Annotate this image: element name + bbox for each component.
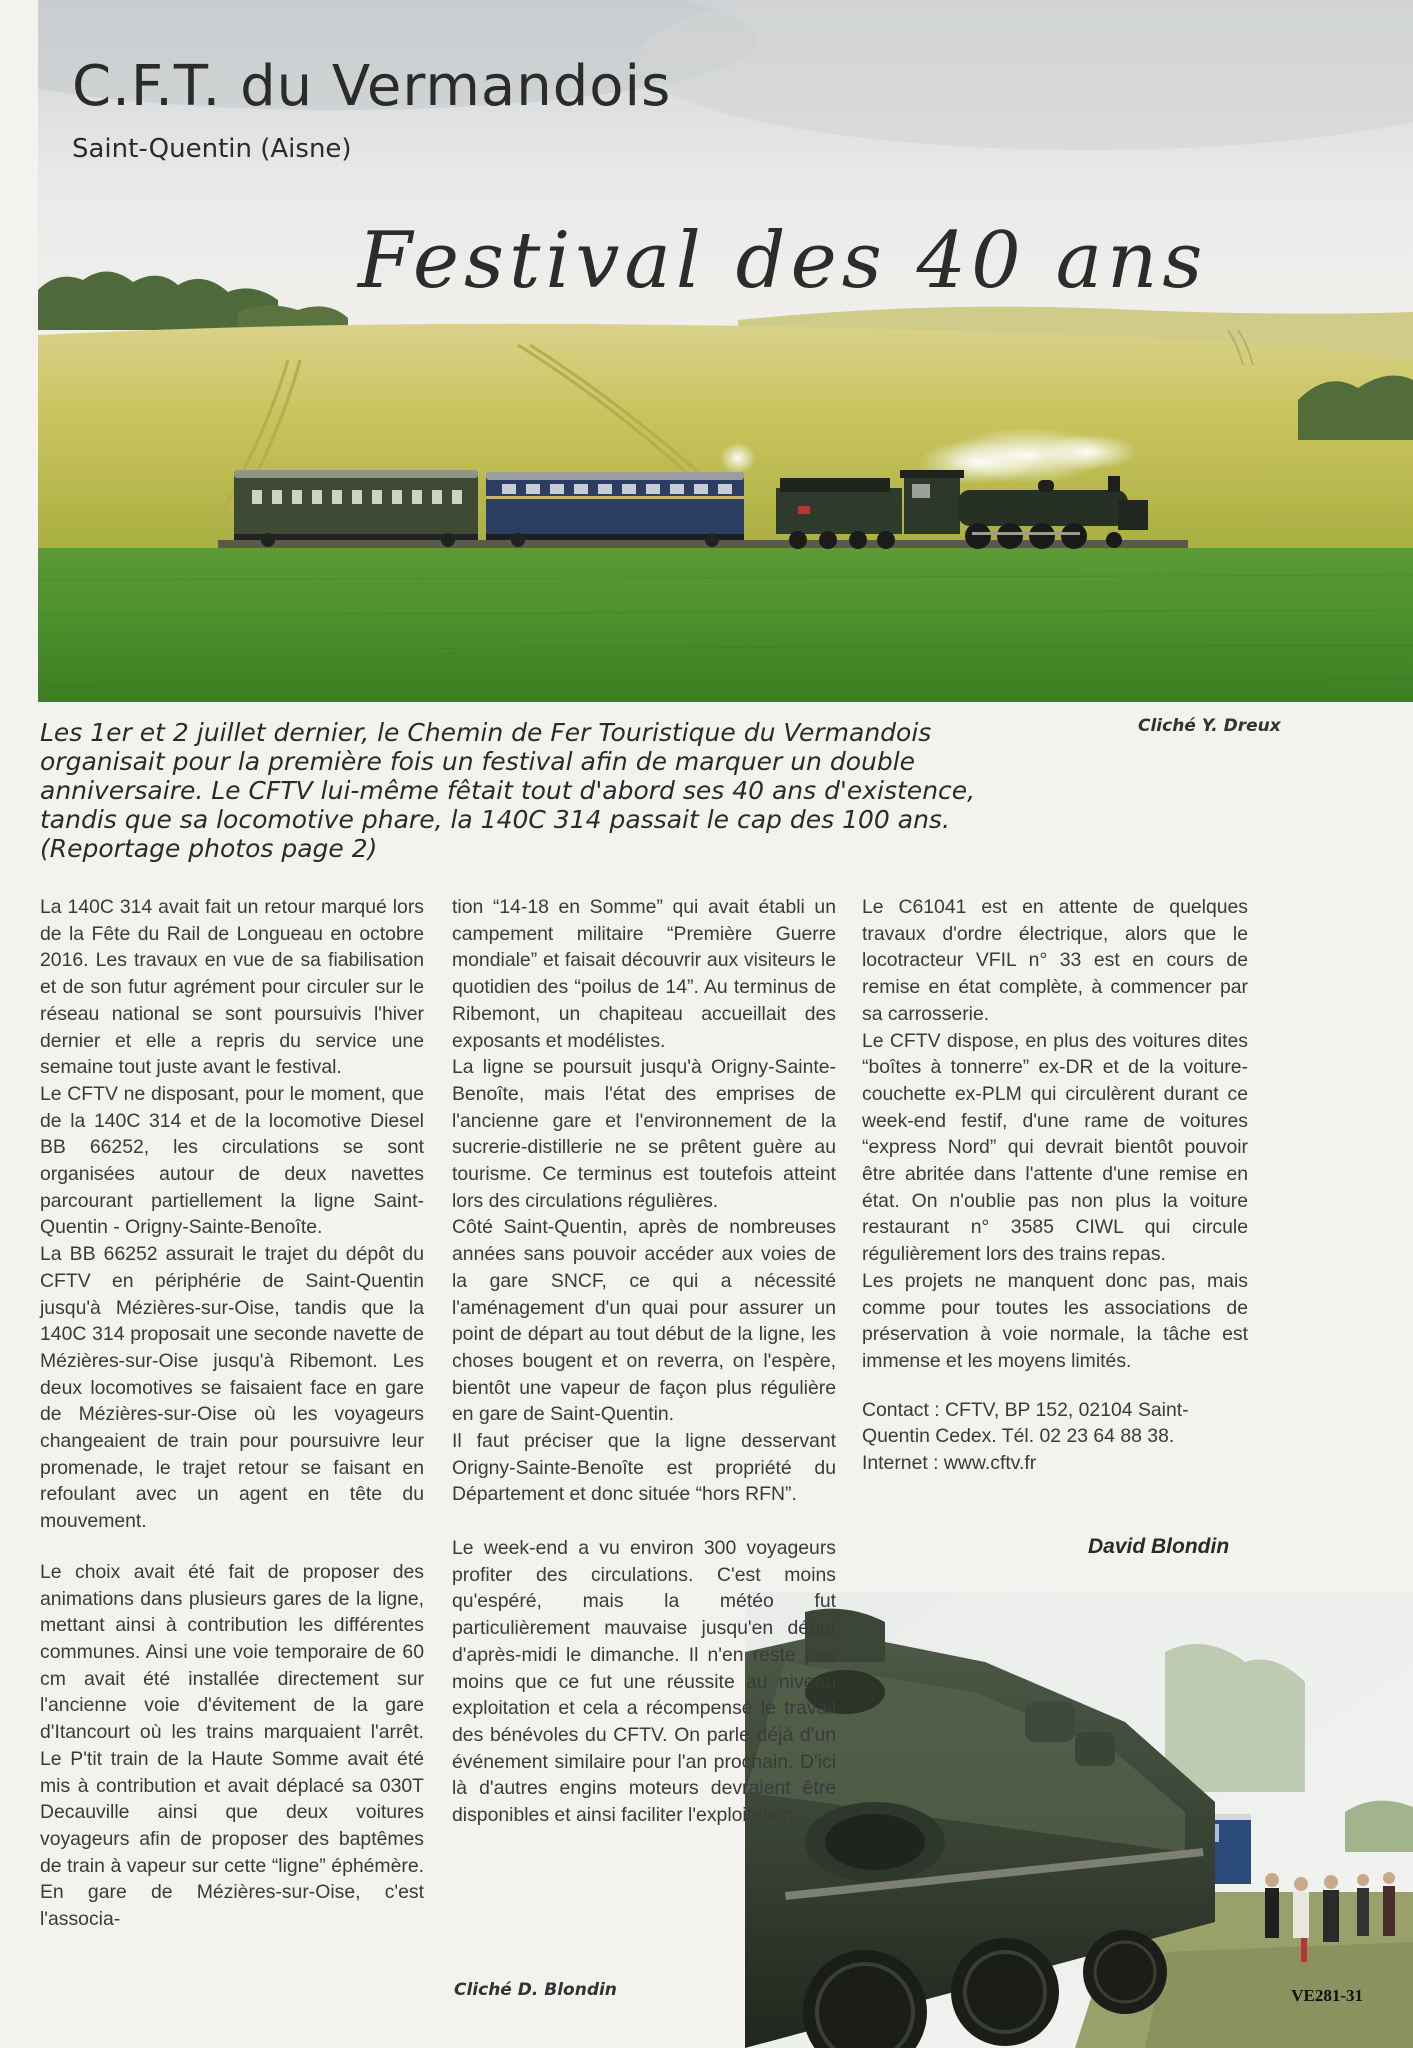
paragraph: La ligne se poursuit jusqu'à Origny-Sainte-Benoîte, mais l'état des emprises de l'ancienne gare et l'environnement de la sucrerie-distillerie ne se prêtent guère au tourisme. Ce terminus est toutefois atteint lors des circulations régulières. — [452, 1056, 836, 1212]
paragraph: Le choix avait été fait de proposer des animations dans plusieurs gares de la ligne, mettant ainsi à contribution les différentes communes. Ainsi une voie temporaire de 60 cm avait été installée directement sur l'ancienne voie d'évitement de la gare d'Itancourt où les trains marquaient l'arrêt. Le P'tit train de la Haute Somme avait été mis à contribution et avait déplacé sa 030T Decauville ainsi que deux voitures voyageurs afin de proposer des baptêmes de train à vapeur sur cette “ligne” éphémère. En gare de Mézières-sur-Oise, c'est l'associa- — [40, 1560, 424, 1931]
author-signature: David Blondin — [1088, 1535, 1230, 1558]
paragraph: Côté Saint-Quentin, après de nombreuses années sans pouvoir accéder aux voies de la gare SNCF, ce qui a nécessité l'aménagement d'un quai pour assurer un point de départ au tout début de la ligne, les choses bougent et on reverra, on l'espère, bientôt une vapeur de façon plus régulière en gare de Saint-Quentin. — [452, 1216, 836, 1426]
contact-info: Contact : CFTV, BP 152, 02104 Saint-Quentin Cedex. Tél. 02 23 64 88 38. — [862, 1398, 1189, 1448]
paragraph: La BB 66252 assurait le trajet du dépôt du CFTV en périphérie de Saint-Quentin jusqu'à Mézières-sur-Oise, tandis que la 140C 314 proposait une seconde navette de Mézières-sur-Oise jusqu'à Ribemont. Les deux locomotives se faisaient face en gare de Mézières-sur-Oise où les voyageurs changeaient de train pour poursuivre leur promenade, le trajet retour se faisant en refoulant avec un agent en tête du mouvement. — [40, 1243, 424, 1533]
locomotive-closeup-image — [745, 1592, 1413, 2048]
coach-blue — [486, 472, 744, 547]
article-column-2 — [452, 894, 836, 1508]
article-column-3 — [862, 894, 1248, 1477]
article-column-2-lower — [452, 1535, 836, 1829]
hero-photo — [38, 0, 1413, 702]
paragraph: Le week-end a vu environ 300 voyageurs profiter des circulations. C'est moins qu'espéré, mais la météo fut particulièrement mauvaise jusqu'en début d'après-midi le dimanche. Il n'en reste pas moins que ce fut une réussite au niveau exploitation et cela a récompensé le travail des bénévoles du CFTV. On parle déjà d'un événement similaire pour l'an prochain. D'ici là d'autres engins moteurs devraient être disponibles et ainsi faciliter l'exploitation. — [452, 1537, 836, 1827]
page-title: C.F.T. du Vermandois — [72, 54, 672, 119]
photo-credit-top: Cliché Y. Dreux — [1138, 716, 1281, 736]
page-subtitle: Saint-Quentin (Aisne) — [72, 134, 352, 164]
paragraph: La 140C 314 avait fait un retour marqué lors de la Fête du Rail de Longueau en octobre 2016. Les travaux en vue de sa fiabilisation et de son futur agrément pour circuler sur le réseau national se sont poursuivis l'hiver dernier et elle a repris du service une semaine tout juste avant le festival. — [40, 896, 424, 1079]
website-info: Internet : www.cftv.fr — [862, 1452, 1037, 1475]
paragraph: Il faut préciser que la ligne desservant Origny-Sainte-Benoîte est propriété du Département et donc située “hors RFN”. — [452, 1430, 836, 1506]
photo-credit-bottom: Cliché D. Blondin — [454, 1980, 617, 2000]
paragraph: Le CFTV ne disposant, pour le moment, que de la 140C 314 et de la locomotive Diesel BB 66252, les circulations se sont organisées autour de deux navettes parcourant partiellement la ligne Saint-Quentin - Origny-Sainte-Benoîte. — [40, 1082, 424, 1239]
paragraph: tion “14-18 en Somme” qui avait établi un campement militaire “Première Guerre mondiale” et faisait découvrir aux visiteurs le quotidien des “poilus de 14”. Au terminus de Ribemont, un chapiteau accueillait des exposants et modélistes. — [452, 896, 836, 1052]
photo-reference-code: VE281-31 — [1291, 1986, 1363, 2005]
paragraph: Les projets ne manquent donc pas, mais comme pour toutes les associations de préservation à voie normale, la tâche est immense et les moyens limités. — [862, 1269, 1248, 1372]
article-column-1 — [40, 894, 424, 1933]
festival-headline: Festival des 40 ans — [358, 216, 1208, 306]
paragraph: Le C61041 est en attente de quelques travaux d'ordre électrique, alors que le locotracteur VFIL n° 33 est en cours de remise en état complète, à commencer par sa carrosserie. — [862, 896, 1248, 1025]
coach-green — [234, 470, 478, 547]
paragraph: Le CFTV dispose, en plus des voitures dites “boîtes à tonnerre” ex-DR et de la voiture-couchette ex-PLM qui circulèrent durant ce week-end festif, d'une rame de voitures “express Nord” qui devrait bientôt pouvoir être abritée dans l'attente d'une remise en état. On n'oublie pas non plus la voiture restaurant n° 3585 CIWL qui circule régulièrement lors des trains repas. — [862, 1029, 1248, 1266]
bottom-photo — [745, 1592, 1413, 2048]
intro-paragraph: Les 1er et 2 juillet dernier, le Chemin de Fer Touristique du Vermandois organisait pour la première fois un festival afin de marquer un double anniversaire. Le CFTV lui-même fêtait tout d'abord ses 40 ans d'existence, tandis que sa locomotive phare, la 140C 314 passait le cap des 100 ans. (Reportage photos page 2) — [40, 718, 976, 863]
